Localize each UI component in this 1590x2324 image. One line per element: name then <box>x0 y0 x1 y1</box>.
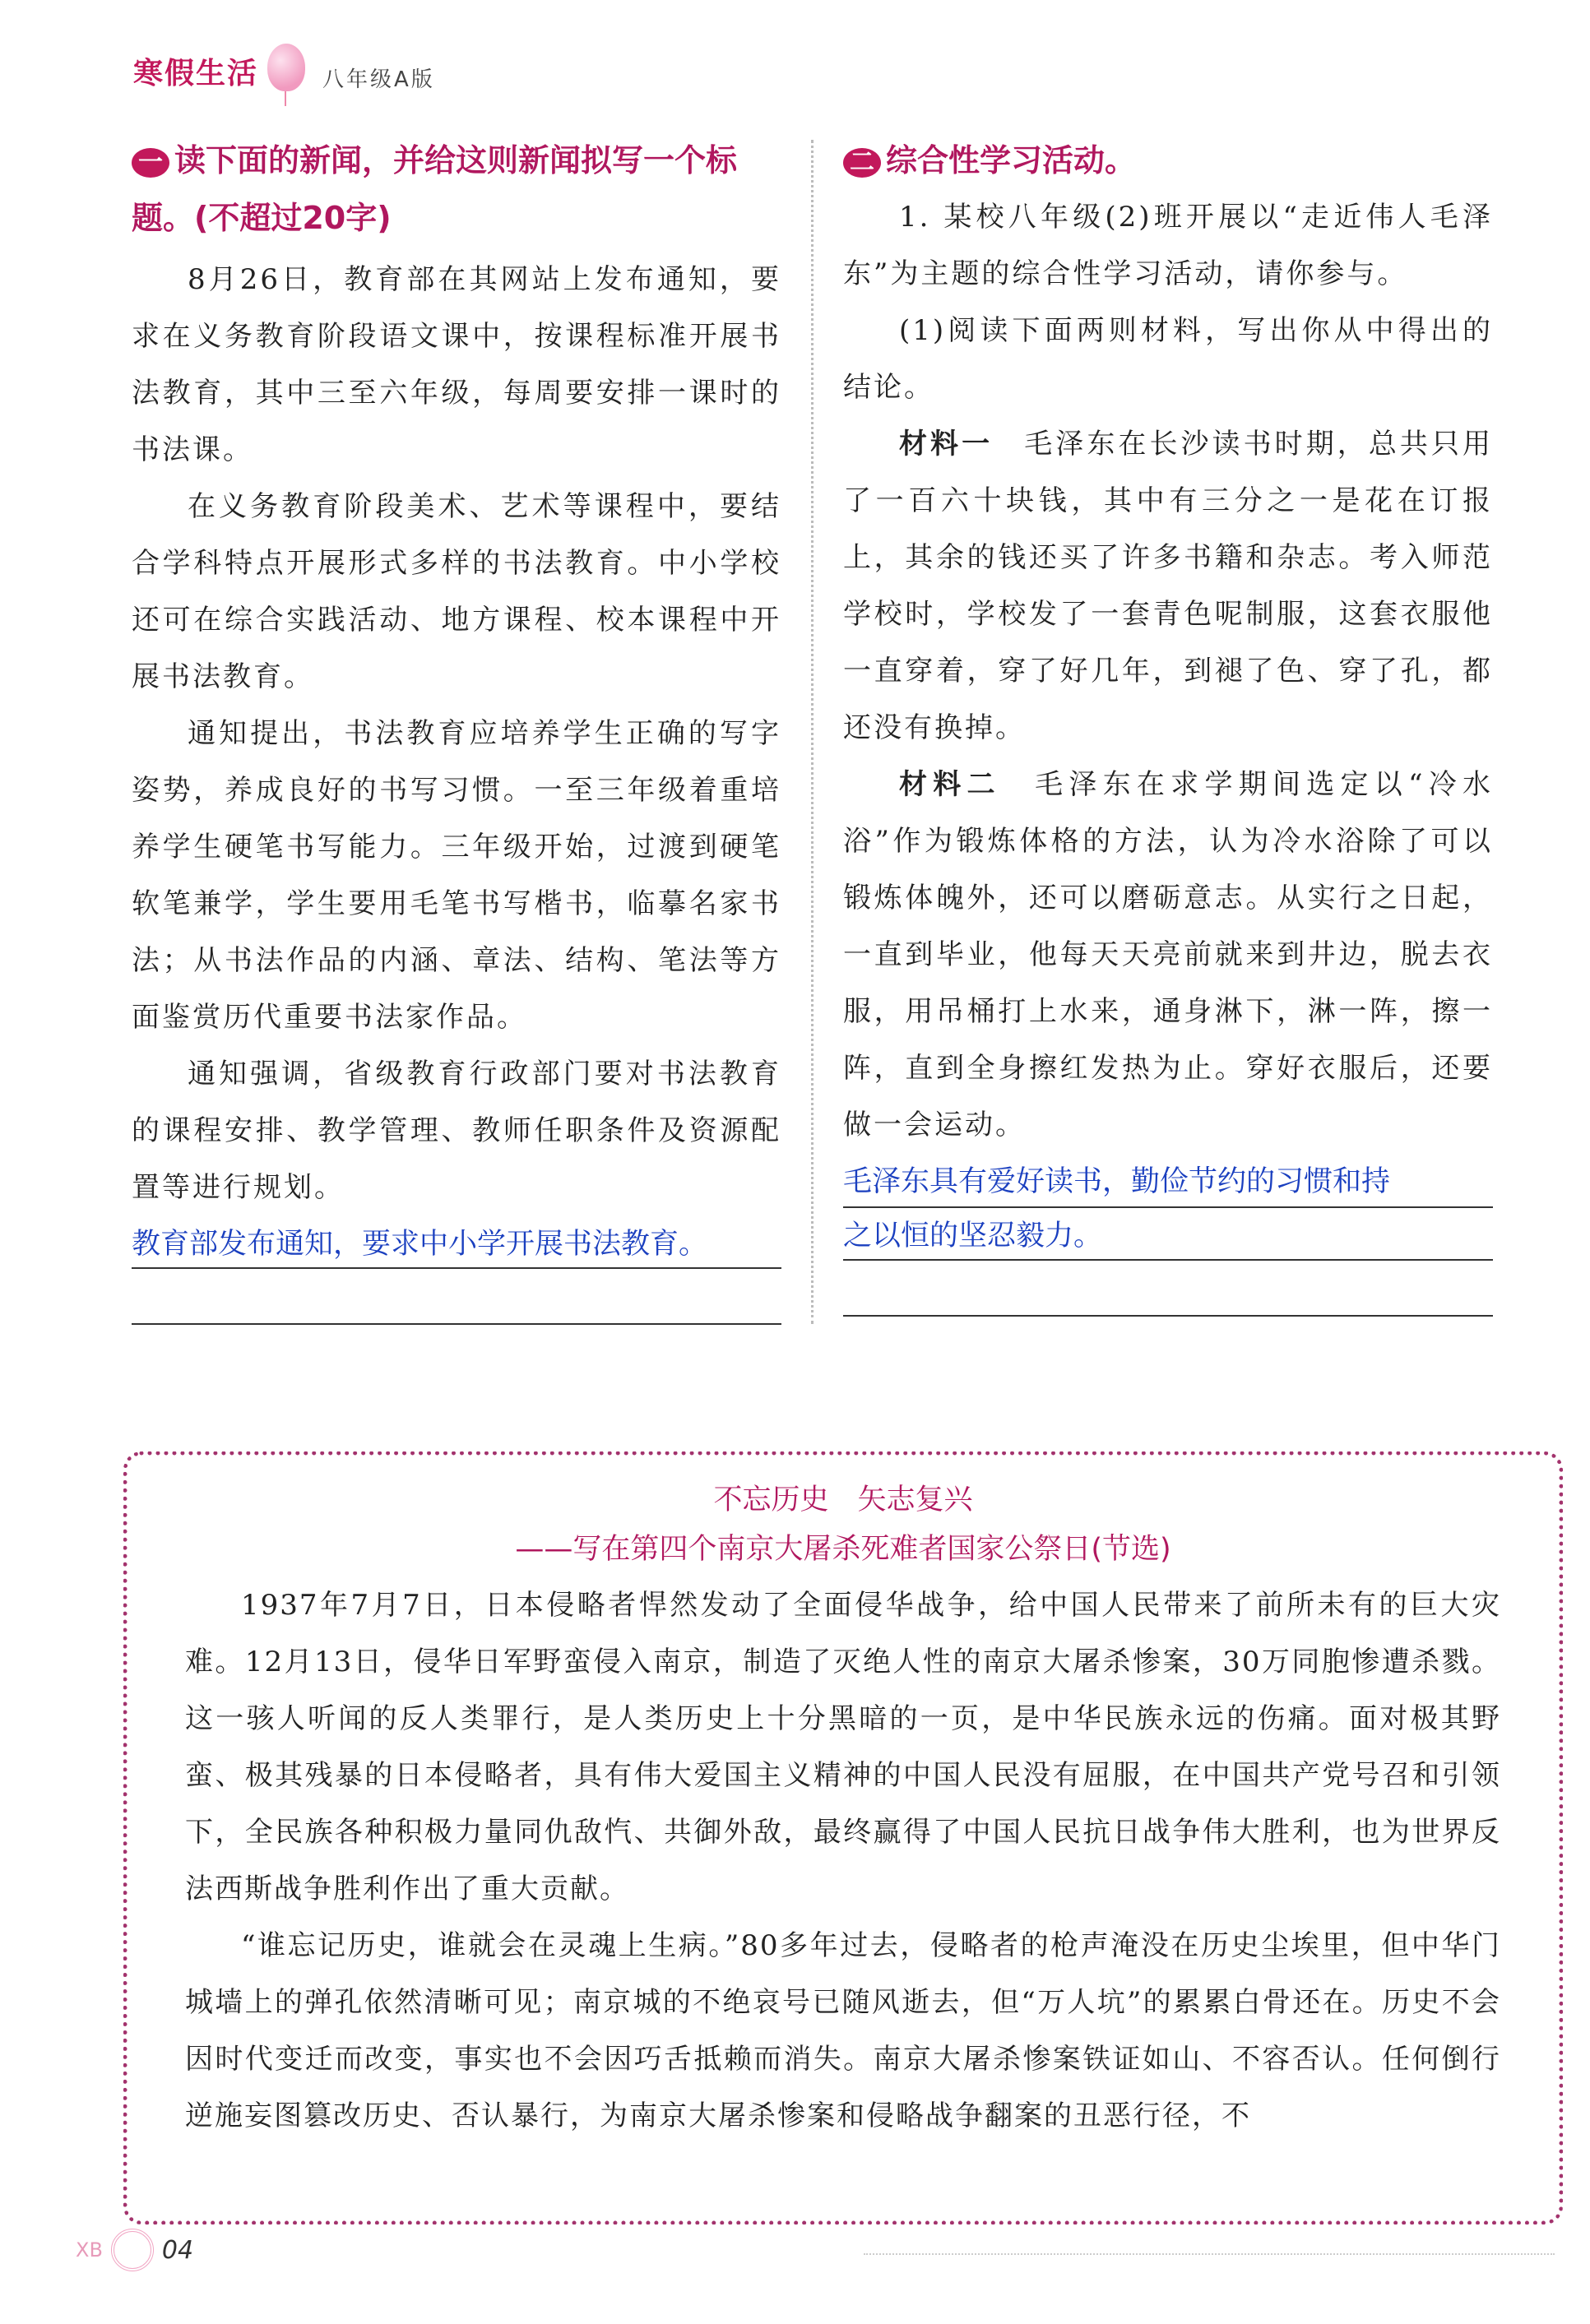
story-title: 不忘历史 矢志复兴 <box>713 1484 973 1516</box>
question-1-1: (1)阅读下面两则材料，写出你从中得出的结论。 <box>843 314 1493 404</box>
balloon-icon <box>267 44 305 91</box>
news-paragraph-4: 通知强调，省级教育行政部门要对书法教育的课程安排、教学管理、教师任职条件及资源配置等进行规划。 <box>132 1058 781 1204</box>
question-1: 1. 某校八年级(2)班开展以“走近伟人毛泽东”为主题的综合性学习活动，请你参与。 <box>843 201 1493 290</box>
material-1-text: 毛泽东在长沙读书时期，总共只用了一百六十块钱，其中有三分之一是花在订报上，其余的钱还买了许多书籍和杂志。考入师范学校时，学校发了一套青色呢制服，这套衣服他一直穿着，穿了好几年，到褪了色、穿了孔，都还没有换掉。 <box>843 428 1494 744</box>
section-number-badge: 二 <box>843 148 881 178</box>
story-paragraph-2: “谁忘记历史，谁就会在灵魂上生病。”80多年过去，侵略者的枪声淹没在历史尘埃里，但中华门城墙上的弹孔依然清晰可见；南京城的不绝哀号已随风逝去，但“万人坑”的累累白骨还在。历史不会因时代变迁而改变，事实也不会因巧舌抵赖而消失。南京大屠杀惨案铁证如山、不容否认。任何倒行逆施妄图篡改历史、否认暴行，为南京大屠杀惨案和侵略战争翻案的丑恶行径，不 <box>185 1929 1501 2132</box>
left-column <box>132 132 781 1325</box>
brand-logo <box>123 41 296 99</box>
material-2 <box>843 757 1493 1154</box>
left-section-heading <box>132 132 781 247</box>
page-number: 04 <box>161 2235 194 2265</box>
page-footer <box>76 2229 193 2271</box>
section-number-badge: 一 <box>132 148 169 178</box>
story-subtitle: ——写在第四个南京大屠杀死难者国家公祭日(节选) <box>515 1533 1171 1566</box>
right-column <box>843 132 1493 1317</box>
story-paragraph-1: 1937年7月7日，日本侵略者悍然发动了全面侵华战争，给中国人民带来了前所未有的巨大灾难。12月13日，侵华日军野蛮侵入南京，制造了灭绝人性的南京大屠杀惨案，30万同胞惨遭杀戮。这一骇人听闻的反人类罪行，是人类历史上十分黑暗的一页，是中华民族永远的伤痛。面对极其野蛮、极其残暴的日本侵略者，具有伟大爱国主义精神的中国人民没有屈服，在中国共产党号召和引领下，全民族各种积极力量同仇敌忾、共御外敌，最终赢得了中国人民抗日战争伟大胜利，也为世界反法西斯战争胜利作出了重大贡献。 <box>185 1589 1501 1905</box>
right-heading-text: 综合性学习活动。 <box>886 142 1137 178</box>
reading-box <box>123 1451 1563 2224</box>
brand-title: 寒假生活 <box>133 57 259 90</box>
news-paragraph-3: 通知提出，书法教育应培养学生正确的写字姿势，养成良好的书写习惯。一至三年级着重培养学生硬笔书写能力。三年级开始，过渡到硬笔软笔兼学，学生要用毛笔书写楷书，临摹名家书法；从书法作品的内涵、章法、结构、笔法等方面鉴赏历代重要书法家作品。 <box>132 717 781 1034</box>
right-answer-line-2[interactable]: 之以恒的坚忍毅力。 <box>843 1220 1103 1252</box>
edition-label: 八年级A版 <box>322 67 435 92</box>
footer-divider <box>864 2253 1555 2255</box>
material-1 <box>843 416 1493 757</box>
material-2-label: 材料二 <box>899 768 1001 801</box>
right-section-heading <box>843 132 1493 189</box>
left-answer[interactable]: 教育部发布通知，要求中小学开展书法教育。 <box>132 1228 708 1261</box>
material-2-text: 毛泽东在求学期间选定以“冷水浴”作为锻炼体格的方法，认为冷水浴除了可以锻炼体魄外，还可以磨砺意志。从实行之日起，一直到毕业，他每天天亮前就来到井边，脱去衣服，用吊桶打上水来，通身淋下，淋一阵，擦一阵，直到全身擦红发热为止。穿好衣服后，还要做一会运动。 <box>843 768 1494 1141</box>
answer-line-2 <box>132 1323 781 1325</box>
news-paragraph-1: 8月26日，教育部在其网站上发布通知，要求在义务教育阶段语文课中，按课程标准开展书法教育，其中三至六年级，每周要安排一课时的书法课。 <box>132 263 781 466</box>
footer-label: XB <box>76 2238 103 2262</box>
sun-icon <box>111 2229 154 2271</box>
material-1-label: 材料一 <box>899 428 994 461</box>
column-divider <box>811 140 814 1324</box>
answer-line-3 <box>843 1315 1493 1317</box>
left-heading-text: 读下面的新闻，并给这则新闻拟写一个标题。(不超过20字) <box>132 142 738 236</box>
news-paragraph-2: 在义务教育阶段美术、艺术等课程中，要结合学科特点开展形式多样的书法教育。中小学校还可在综合实践活动、地方课程、校本课程中开展书法教育。 <box>132 490 781 693</box>
right-answer-line-1[interactable]: 毛泽东具有爱好读书，勤俭节约的习惯和持 <box>843 1165 1391 1198</box>
